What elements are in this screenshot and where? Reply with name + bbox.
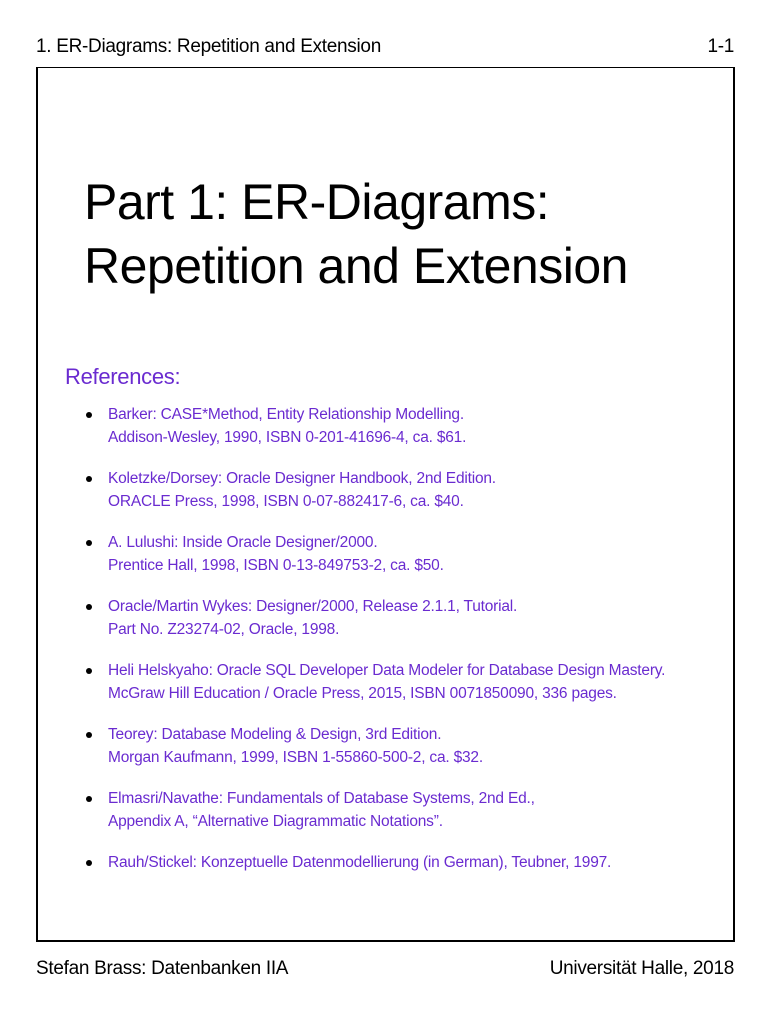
reference-item: Rauh/Stickel: Konzeptuelle Datenmodellierung (in German), Teubner, 1997. [84, 851, 724, 874]
bullet-icon [86, 732, 92, 738]
title-line-2: Repetition and Extension [84, 238, 628, 294]
bullet-icon [86, 604, 92, 610]
slide-title [84, 170, 628, 298]
reference-item: Koletzke/Dorsey: Oracle Designer Handbook, 2nd Edition. ORACLE Press, 1998, ISBN 0-07-882417-6, ca. $40. [84, 467, 724, 513]
bullet-icon [86, 860, 92, 866]
reference-item: Elmasri/Navathe: Fundamentals of Database Systems, 2nd Ed., Appendix A, “Alternative Diagrammatic Notations”. [84, 787, 724, 833]
bullet-icon [86, 540, 92, 546]
references-list [84, 403, 724, 892]
reference-item: Oracle/Martin Wykes: Designer/2000, Release 2.1.1, Tutorial. Part No. Z23274-02, Oracle, 1998. [84, 595, 724, 641]
bullet-icon [86, 412, 92, 418]
bullet-icon [86, 668, 92, 674]
footer-author-course: Stefan Brass: Datenbanken IIA [36, 958, 289, 979]
slide-header [36, 36, 734, 60]
reference-item: Barker: CASE*Method, Entity Relationship Modelling. Addison-Wesley, 1990, ISBN 0-201-41696-4, ca. $61. [84, 403, 724, 449]
bullet-icon [86, 476, 92, 482]
header-page-number: 1-1 [707, 36, 734, 57]
title-line-1: Part 1: ER-Diagrams: [84, 174, 550, 230]
footer-institution-year: Universität Halle, 2018 [549, 958, 734, 979]
slide-footer [36, 958, 734, 984]
references-heading: References: [65, 364, 181, 389]
bullet-icon [86, 796, 92, 802]
reference-item: Teorey: Database Modeling & Design, 3rd Edition. Morgan Kaufmann, 1999, ISBN 1-55860-500-2, ca. $32. [84, 723, 724, 769]
reference-item: A. Lulushi: Inside Oracle Designer/2000. Prentice Hall, 1998, ISBN 0-13-849753-2, ca. $50. [84, 531, 724, 577]
header-chapter-title: 1. ER-Diagrams: Repetition and Extension [36, 36, 381, 57]
reference-item: Heli Helskyaho: Oracle SQL Developer Data Modeler for Database Design Mastery. McGraw Hill Education / Oracle Press, 2015, ISBN 0071850090, 336 pages. [84, 659, 724, 705]
